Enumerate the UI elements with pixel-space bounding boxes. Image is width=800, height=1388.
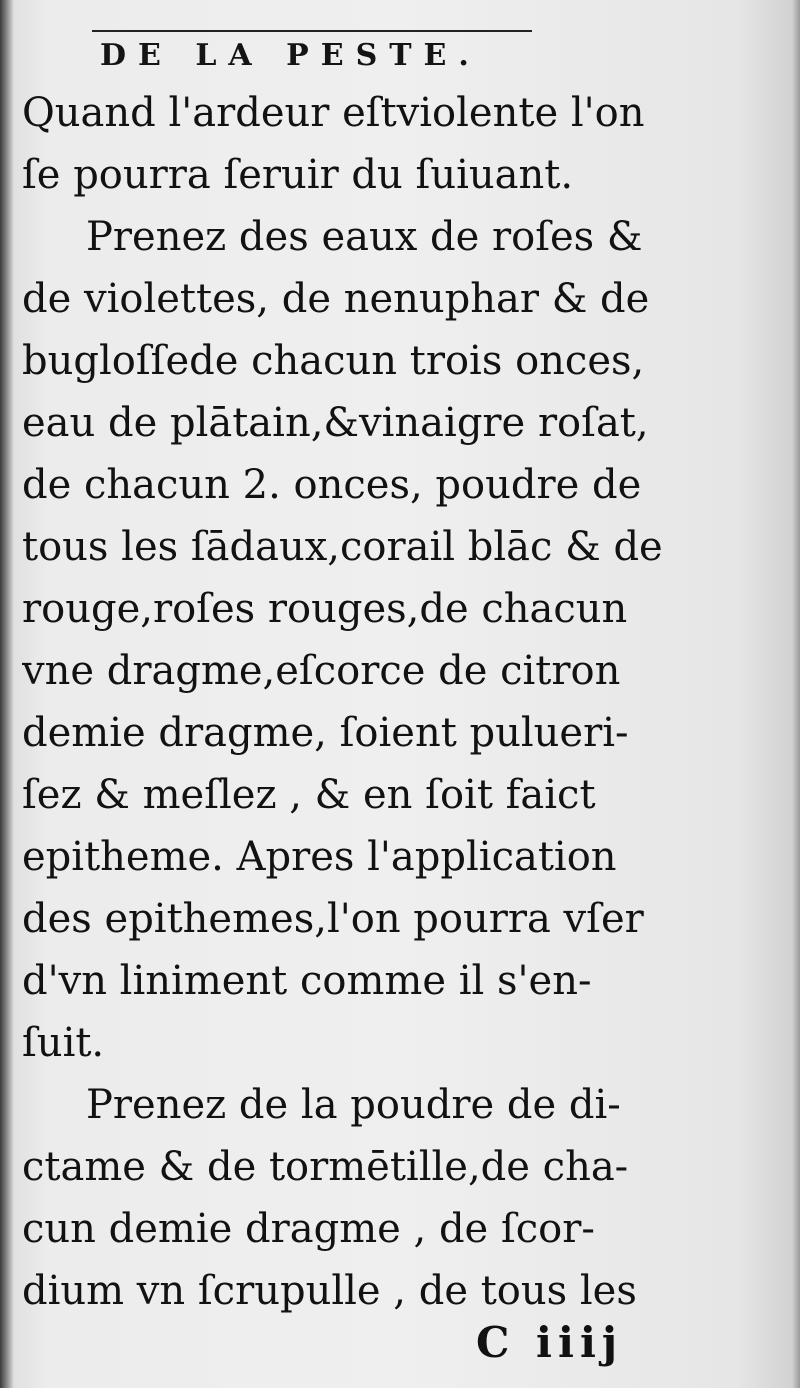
running-title: DE LA PESTE. [100, 38, 481, 73]
text-line: de violettes, de nenuphar & de [22, 276, 650, 322]
paragraph-start-line: Prenez des eaux de roſes & [86, 214, 643, 260]
text-line: cun demie dragme , de ſcor- [22, 1206, 595, 1252]
running-header [92, 30, 532, 82]
text-line: Quand l'ardeur eſtviolente l'on [22, 90, 645, 136]
text-line: ſuit. [22, 1020, 105, 1066]
text-line: d'vn liniment comme il s'en- [22, 958, 592, 1004]
text-line: ctame & de tormētille,de cha- [22, 1144, 629, 1190]
text-line: rouge,roſes rouges,de chacun [22, 586, 628, 632]
body-text [22, 82, 712, 1322]
signature-mark: C iiij [476, 1318, 624, 1367]
text-line: tous les ſādaux,corail blāc & de [22, 524, 663, 570]
text-line: bugloſſede chacun trois onces, [22, 338, 645, 384]
text-line: ſez & meſlez , & en ſoit faict [22, 772, 596, 818]
paragraph-start-line: Prenez de la poudre de di- [86, 1082, 621, 1128]
text-line: vne dragme,eſcorce de citron [22, 648, 621, 694]
text-line: epitheme. Apres l'application [22, 834, 617, 880]
text-line: des epithemes,l'on pourra vſer [22, 896, 644, 942]
text-line: dium vn ſcrupulle , de tous les [22, 1268, 637, 1314]
text-line: de chacun 2. onces, poudre de [22, 462, 642, 508]
text-line: demie dragme, ſoient pulueri- [22, 710, 629, 756]
text-line: ſe pourra ſeruir du ſuiuant. [22, 152, 574, 198]
text-line: eau de plātain,&vinaigre roſat, [22, 400, 649, 446]
